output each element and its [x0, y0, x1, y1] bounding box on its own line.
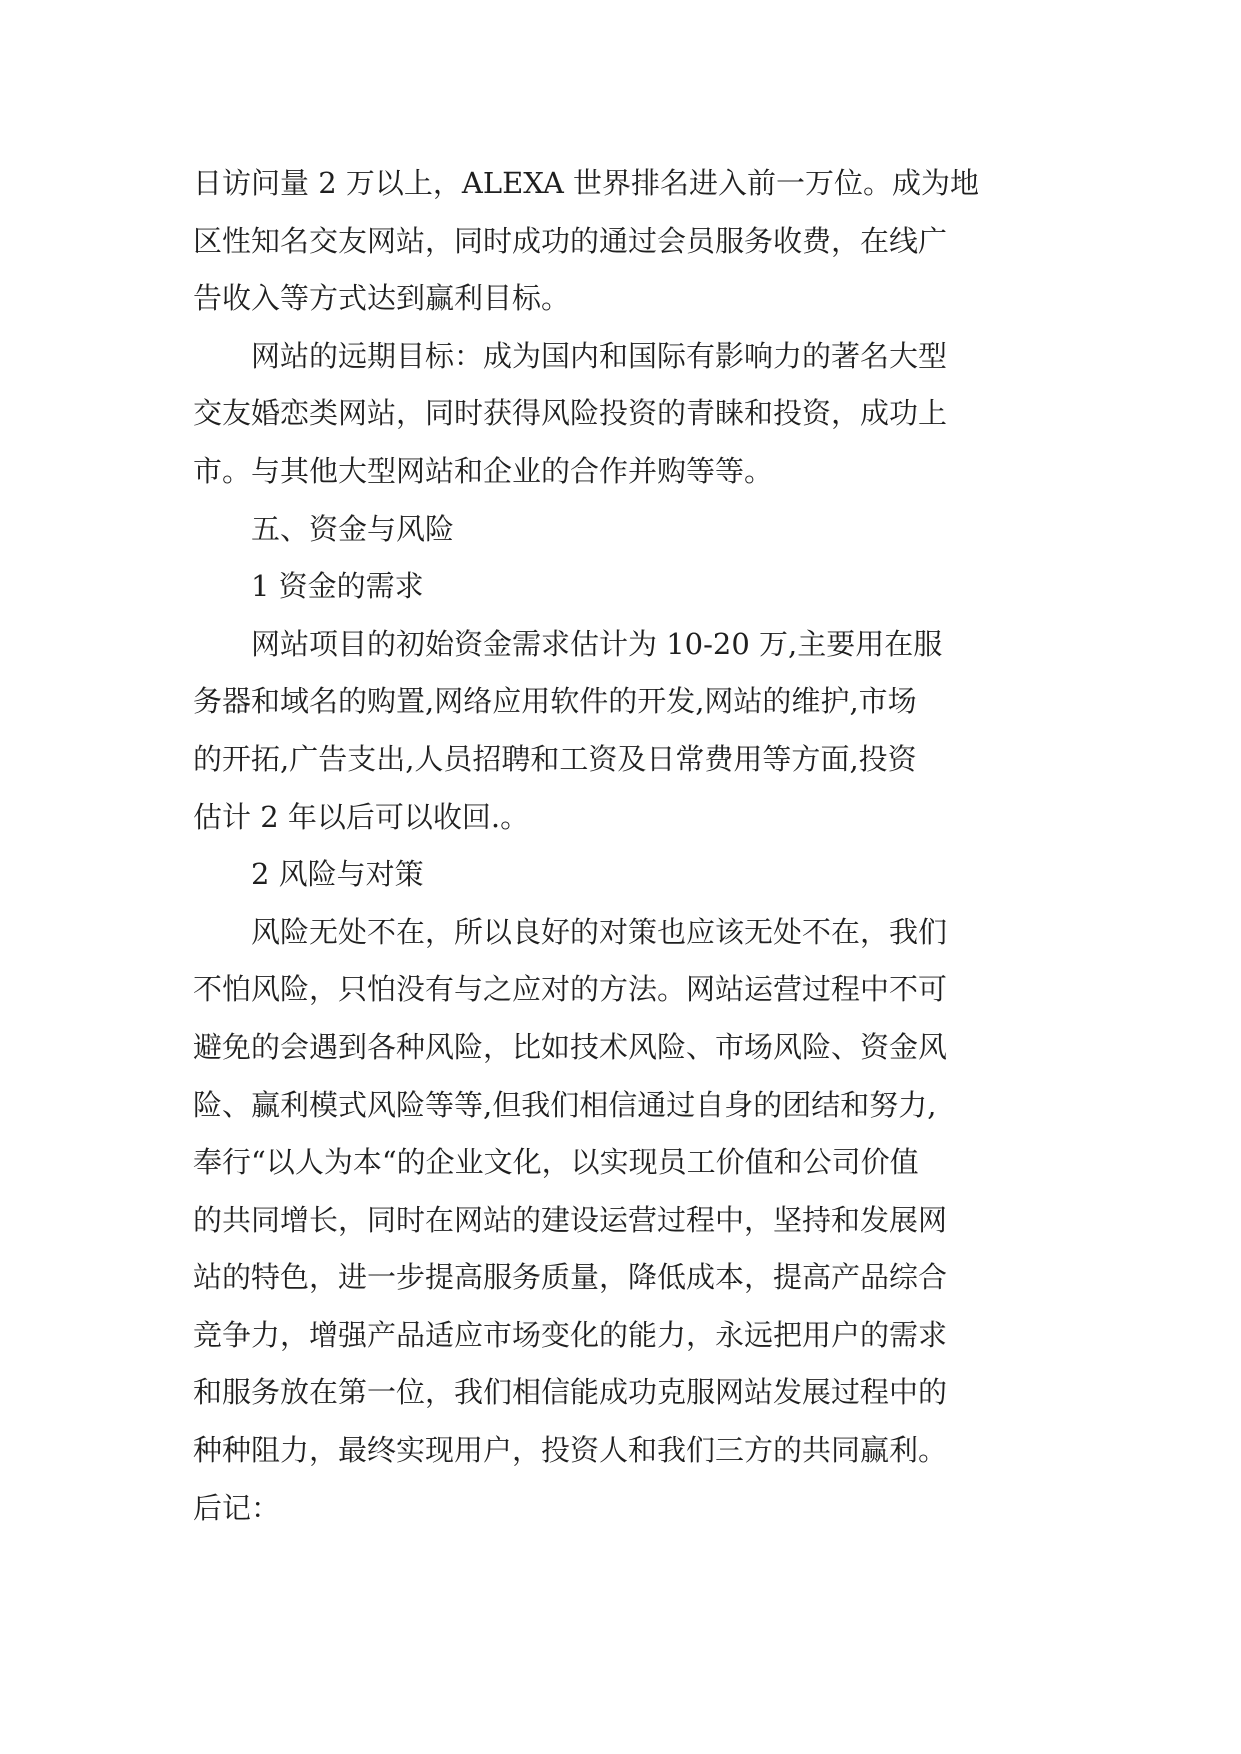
text-line: 日访问量 2 万以上，ALEXA 世界排名进入前一万位。成为地	[193, 166, 980, 200]
paragraph-risk-and-countermeasures	[193, 904, 1055, 1480]
text-line: 和服务放在第一位，我们相信能成功克服网站发展过程中的	[193, 1375, 948, 1410]
text-line: 区性知名交友网站，同时成功的通过会员服务收费，在线广	[193, 223, 948, 258]
paragraph-funding-needs	[193, 616, 1055, 846]
section-heading-funds-and-risk	[193, 501, 1055, 559]
text-line: 后记：	[193, 1490, 281, 1525]
text-line: 种种阻力，最终实现用户，投资人和我们三方的共同赢利。	[193, 1433, 948, 1468]
text-line: 网站的远期目标：成为国内和国际有影响力的著名大型	[251, 338, 948, 373]
paragraph-near-term-goal	[193, 155, 1055, 328]
text-line: 网站项目的初始资金需求估计为 10-20 万,主要用在服	[251, 626, 943, 661]
paragraph-long-term-goal	[193, 328, 1055, 501]
heading-afterword	[193, 1480, 1055, 1538]
text-line: 避免的会遇到各种风险，比如技术风险、市场风险、资金风	[193, 1029, 948, 1064]
text-line: 1 资金的需求	[251, 569, 424, 604]
text-line: 五、资金与风险	[251, 511, 455, 546]
text-line: 2 风险与对策	[251, 857, 424, 892]
text-line: 的共同增长，同时在网站的建设运营过程中，坚持和发展网	[193, 1202, 948, 1237]
document-body	[193, 155, 1055, 1715]
text-line: 告收入等方式达到赢利目标。	[193, 281, 571, 316]
subheading-funding-needs	[193, 558, 1055, 616]
text-line: 市。与其他大型网站和企业的合作并购等等。	[193, 453, 774, 488]
text-line: 估计 2 年以后可以收回.。	[193, 799, 530, 834]
text-line: 交友婚恋类网站，同时获得风险投资的青睐和投资，成功上	[193, 396, 948, 431]
text-line: 务器和域名的购置,网络应用软件的开发,网站的维护,市场	[193, 684, 917, 719]
text-line: 的开拓,广告支出,人员招聘和工资及日常费用等方面,投资	[193, 741, 917, 776]
text-line: 不怕风险，只怕没有与之应对的方法。网站运营过程中不可	[193, 972, 948, 1007]
text-line: 风险无处不在，所以良好的对策也应该无处不在，我们	[251, 914, 948, 949]
subheading-risk-and-countermeasures	[193, 846, 1055, 904]
text-line: 险、赢利模式风险等等,但我们相信通过自身的团结和努力,	[193, 1087, 937, 1122]
text-line: 奉行“以人为本“的企业文化，以实现员工价值和公司价值	[193, 1145, 919, 1180]
text-line: 站的特色，进一步提高服务质量，降低成本，提高产品综合	[193, 1260, 948, 1295]
text-line: 竞争力，增强产品适应市场变化的能力，永远把用户的需求	[193, 1317, 948, 1352]
